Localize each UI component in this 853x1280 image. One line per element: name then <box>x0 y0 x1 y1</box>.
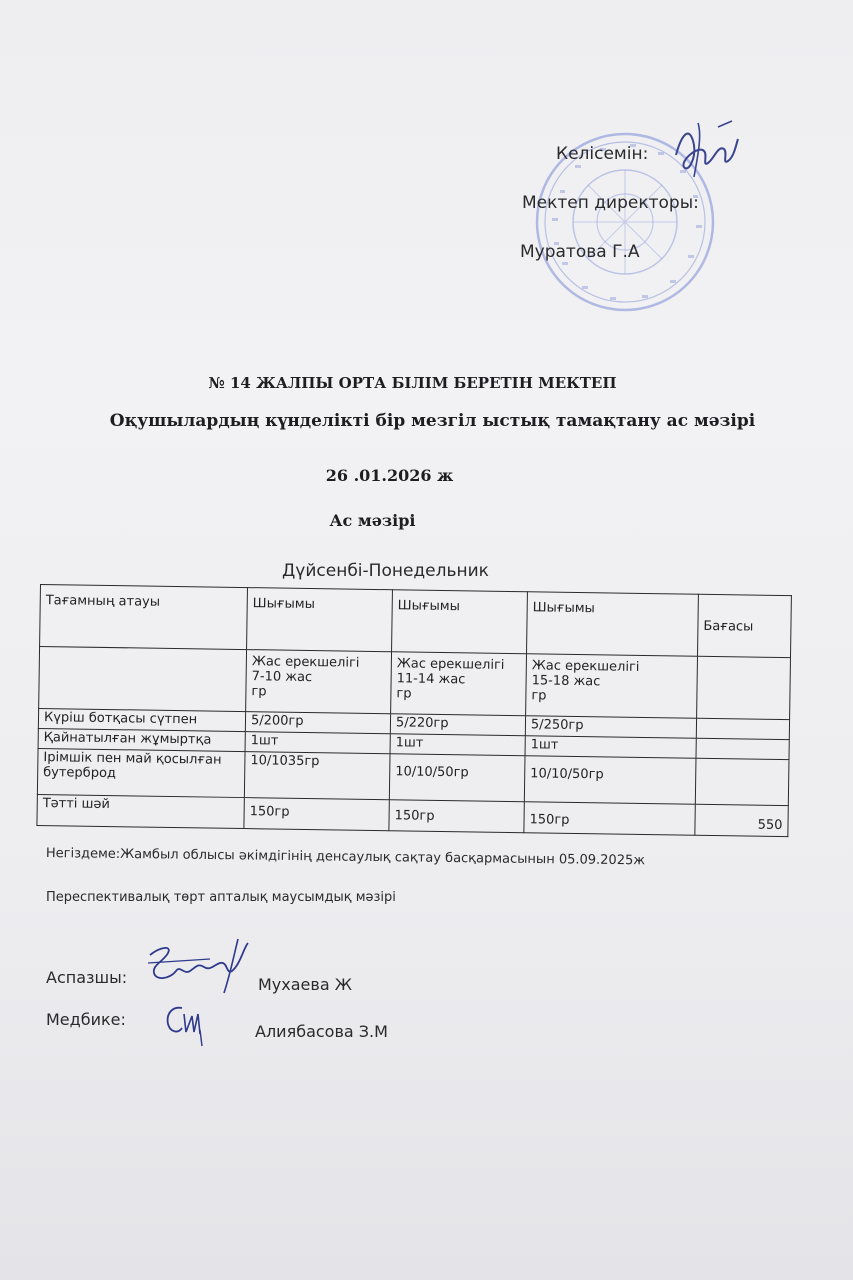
school-name: № 14 ЖАЛПЫ ОРТА БІЛІМ БЕРЕТІН МЕКТЕП <box>208 374 617 392</box>
age-group-row <box>39 647 791 720</box>
basis-text-line2: Переспективалық төрт апталық маусымдық мәзірі <box>46 890 396 905</box>
yield-value: 1шт <box>525 736 696 759</box>
menu-date: 26 .01.2026 ж <box>325 466 454 485</box>
age-group-range: 15-18 жас <box>531 673 601 690</box>
yield-value: 150гр <box>244 798 389 831</box>
dish-name: Қайнатылған жұмыртқа <box>38 728 245 751</box>
yield-value: 5/200гр <box>245 712 390 734</box>
dish-name: Ірімшік пен май қосылған <box>43 750 222 768</box>
basis-text-line1: Негіздеме:Жамбыл облысы әкімдігінің денсаулық сақтау басқармасынын 05.09.2025ж <box>45 846 646 869</box>
price-value <box>695 758 789 805</box>
nurse-signature <box>160 1000 210 1050</box>
weekday-label: Дүйсенбі-Понедельник <box>282 561 489 581</box>
dish-name: Тәтті шәй <box>37 794 244 828</box>
column-header-yield-2: Шығымы <box>392 590 528 654</box>
nurse-label: Медбике: <box>46 1010 126 1029</box>
table-cell-empty <box>697 656 791 719</box>
age-group-cell <box>526 654 698 719</box>
age-group-range: 11-14 жас <box>396 671 466 688</box>
column-header-dish: Тағамның атауы <box>40 585 248 650</box>
menu-label: Ас мәзірі <box>329 511 416 530</box>
age-group-text: Жас ерекшелігі <box>396 656 505 673</box>
yield-value: 10/10/50гр <box>389 754 525 802</box>
age-group-cell <box>391 652 527 716</box>
age-group-unit: гр <box>396 686 412 702</box>
yield-value: 5/250гр <box>525 716 696 739</box>
document-title: Оқушылардың күнделікті бір мезгіл ыстық тамақтану ас мәзірі <box>109 411 756 431</box>
yield-value: 150гр <box>389 800 524 833</box>
approval-position: Мектеп директоры: <box>522 193 699 213</box>
cook-label: Аспазшы: <box>46 968 128 987</box>
approval-director-name: Муратова Г.А <box>520 242 640 262</box>
dish-name: бутерброд <box>43 765 117 782</box>
yield-value: 10/1035гр <box>244 752 390 800</box>
yield-value: 10/10/50гр <box>524 756 696 805</box>
column-header-price: Бағасы <box>698 594 792 657</box>
age-group-range: 7-10 жас <box>251 669 313 686</box>
cook-name: Мухаева Ж <box>258 975 352 994</box>
age-group-cell <box>246 650 392 714</box>
table-cell-empty <box>39 647 247 712</box>
age-group-text: Жас ерекшелігі <box>531 658 640 675</box>
price-value: 550 <box>695 804 788 836</box>
column-header-yield-3: Шығымы <box>527 592 699 657</box>
age-group-text: Жас ерекшелігі <box>251 654 360 671</box>
menu-table <box>36 584 792 837</box>
column-header-yield-1: Шығымы <box>247 588 393 652</box>
cook-signature <box>140 935 265 995</box>
director-signature <box>668 115 743 185</box>
nurse-name: Алиябасова З.М <box>255 1022 388 1041</box>
price-value <box>696 718 789 739</box>
dish-name-cell <box>37 748 245 797</box>
yield-value: 1шт <box>390 734 525 756</box>
age-group-unit: гр <box>531 688 547 704</box>
table-header-row <box>40 585 792 658</box>
age-group-unit: гр <box>251 684 267 700</box>
yield-value: 5/220гр <box>390 714 525 736</box>
approval-agree-label: Келісемін: <box>556 144 649 164</box>
yield-value: 150гр <box>524 802 695 836</box>
dish-name: Күріш ботқасы сүтпен <box>38 708 245 731</box>
yield-value: 1шт <box>245 732 390 754</box>
price-value <box>696 738 789 759</box>
